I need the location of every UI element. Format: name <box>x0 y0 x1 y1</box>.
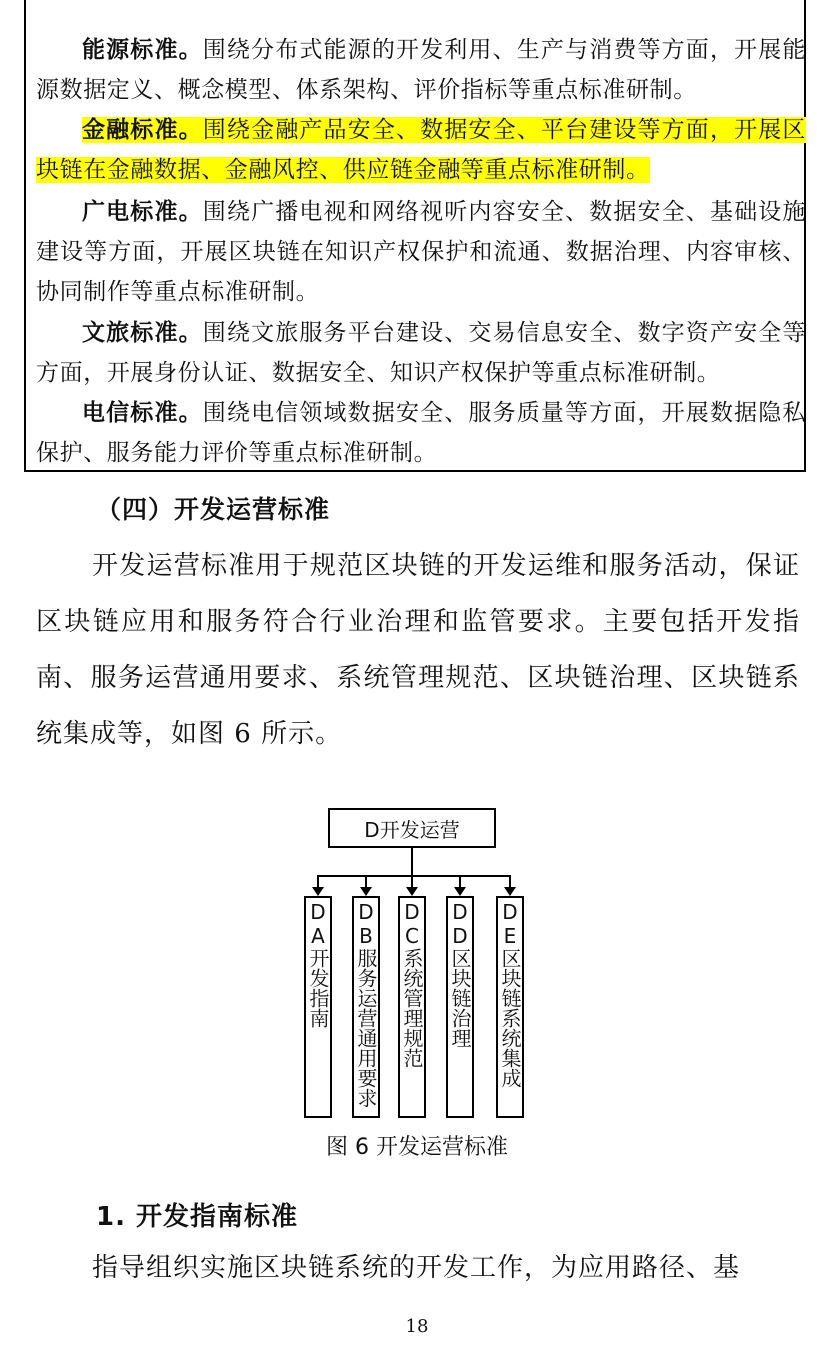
child-node-label-dd: DD区块链治理 <box>448 900 472 1048</box>
root-node-box <box>328 808 496 848</box>
child-node-label-da: DA开发指南 <box>306 900 330 1028</box>
child-node-box-de <box>496 896 524 1118</box>
child-node-box-db <box>352 896 380 1118</box>
text-finance: 围绕金融产品安全、数据安全、平台建设等方面，开展区块链在金融数据、金融风控、供应链金融等重点标准研制。 <box>36 117 807 183</box>
arrow-down-icon <box>360 887 372 896</box>
term-finance: 金融标准。 <box>82 117 203 143</box>
text-broadcast: 围绕广播电视和网络视听内容安全、数据安全、基础设施建设等方面，开展区块链在知识产权保护和流通、数据治理、内容审核、协同制作等重点标准研制。 <box>36 199 807 305</box>
child-node-box-dd <box>446 896 474 1118</box>
arrow-down-icon <box>312 887 324 896</box>
section-body: 开发运营标准用于规范区块链的开发运维和服务活动，保证区块链应用和服务符合行业治理和监管要求。主要包括开发指南、服务运营通用要求、系统管理规范、区块链治理、区块链系统集成等，如图 6 所示。 <box>36 551 800 749</box>
child-node-box-da <box>304 896 332 1118</box>
figure-tree-diagram <box>0 800 834 1130</box>
paragraph-broadcast-standard <box>36 192 806 312</box>
arrow-down-icon <box>504 887 516 896</box>
child-node-label-de: DE区块链系统集成 <box>498 900 522 1088</box>
subsection-body: 指导组织实施区块链系统的开发工作，为应用路径、基 <box>92 1253 741 1283</box>
section-heading: （四）开发运营标准 <box>96 495 331 524</box>
paragraph-telecom-standard <box>36 393 806 473</box>
term-energy: 能源标准。 <box>82 37 203 63</box>
term-telecom: 电信标准。 <box>82 400 203 426</box>
figure-caption: 图 6 开发运营标准 <box>326 1135 508 1160</box>
text-energy: 围绕分布式能源的开发利用、生产与消费等方面，开展能源数据定义、概念模型、体系架构、评价指标等重点标准研制。 <box>36 37 807 103</box>
child-node-label-dc: DC系统管理规范 <box>400 900 424 1068</box>
arrow-down-icon <box>454 887 466 896</box>
paragraph-finance-standard <box>36 110 806 190</box>
page-number: 18 <box>405 1316 429 1337</box>
root-node-label: D开发运营 <box>364 817 460 842</box>
child-node-box-dc <box>398 896 426 1118</box>
arrow-down-icon <box>406 887 418 896</box>
term-culture-tourism: 文旅标准。 <box>82 320 203 346</box>
text-telecom: 围绕电信领域数据安全、服务质量等方面，开展数据隐私保护、服务能力评价等重点标准研制。 <box>36 400 807 466</box>
trunk-line <box>411 848 413 876</box>
paragraph-culture-tourism-standard <box>36 313 806 393</box>
child-node-label-db: DB服务运营通用要求 <box>354 900 378 1108</box>
branch-bar <box>317 875 511 877</box>
text-culture-tourism: 围绕文旅服务平台建设、交易信息安全、数字资产安全等方面，开展身份认证、数据安全、知识产权保护等重点标准研制。 <box>36 320 807 386</box>
paragraph-energy-standard <box>36 30 806 110</box>
subsection-heading: 1. 开发指南标准 <box>96 1202 299 1232</box>
term-broadcast: 广电标准。 <box>82 199 203 225</box>
